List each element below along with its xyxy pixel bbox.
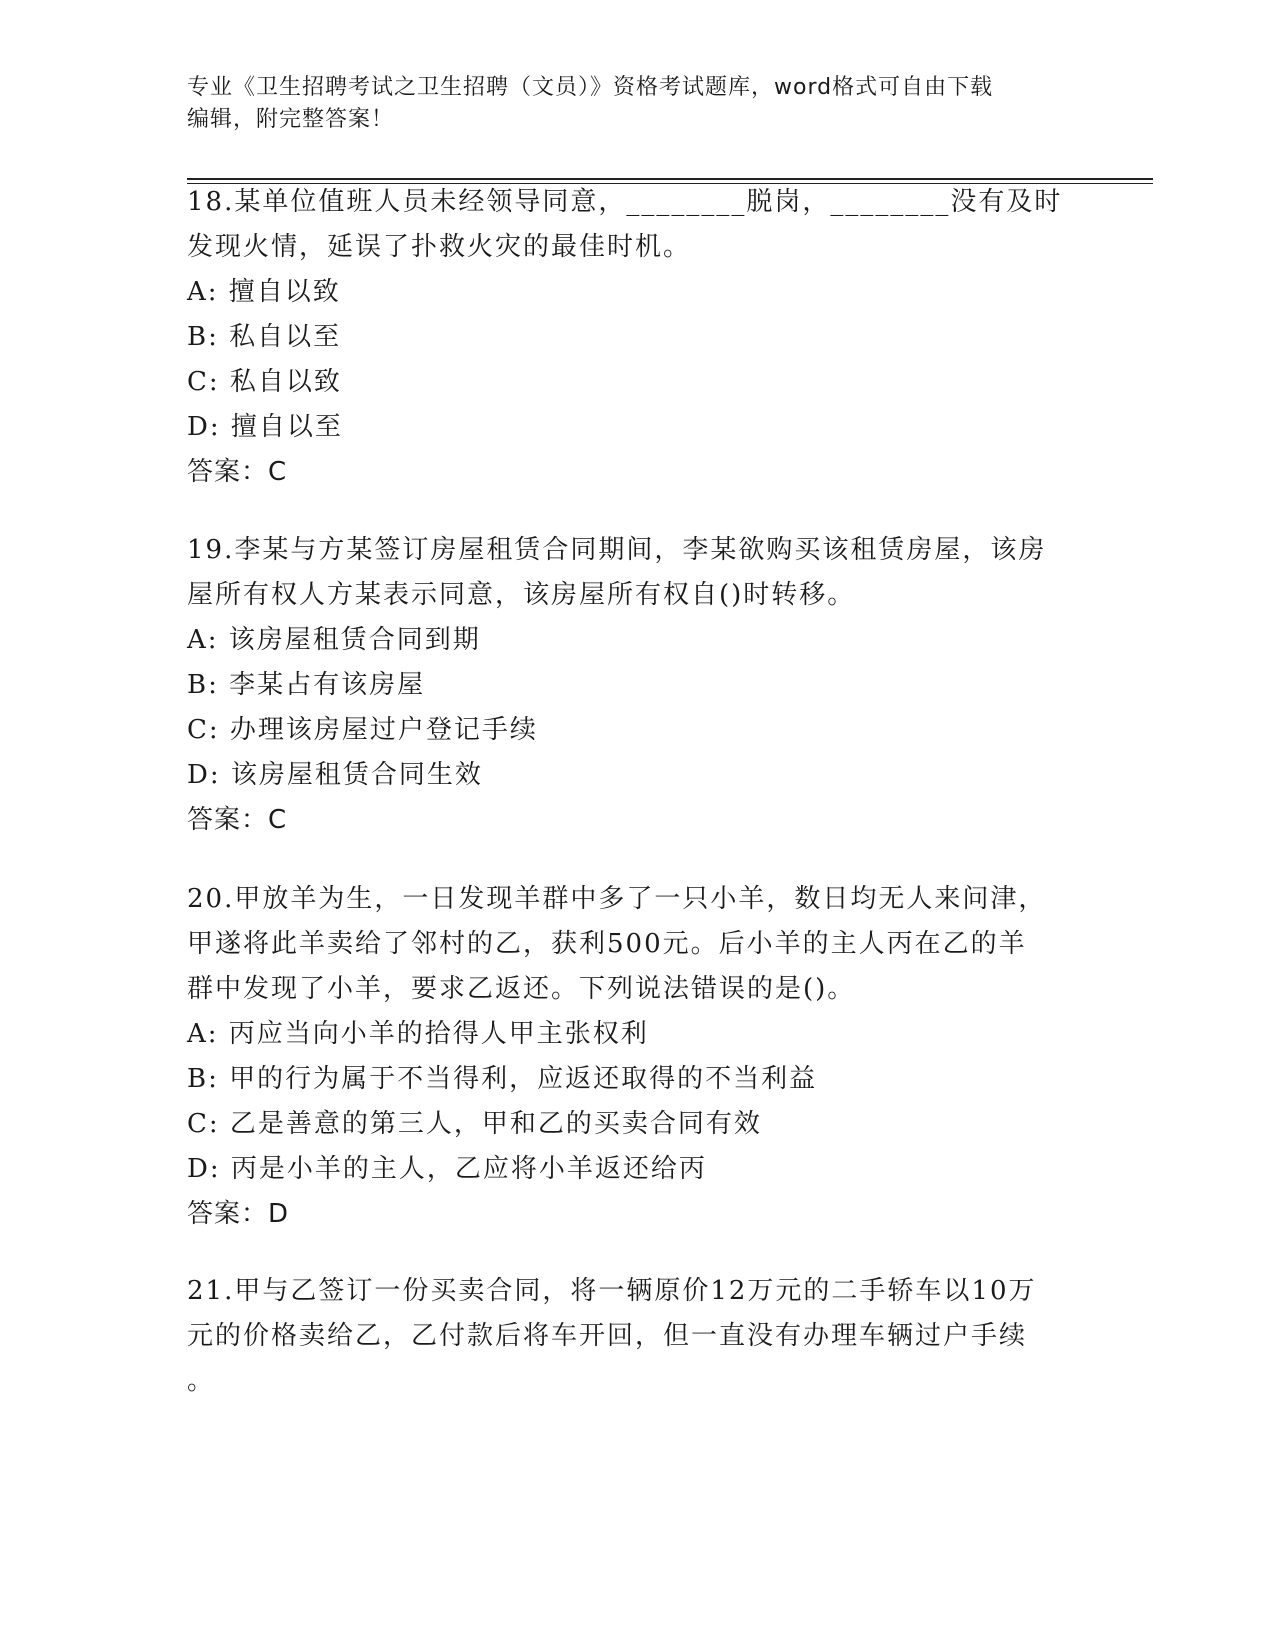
answer: 答案：C — [187, 457, 288, 487]
option-a: A: 擅自以致 — [187, 277, 341, 307]
question-18 — [187, 180, 1087, 495]
option-b: B: 李某占有该房屋 — [187, 670, 426, 700]
option-d: D: 擅自以至 — [187, 412, 343, 442]
question-stem-line: 19.李某与方某签订房屋租赁合同期间，李某欲购买该租赁房屋，该房 — [187, 535, 1047, 565]
question-stem-line: 发现火情，延误了扑救火灾的最佳时机。 — [187, 232, 692, 262]
option-d: D: 丙是小羊的主人，乙应将小羊返还给丙 — [187, 1154, 707, 1184]
option-c: C: 办理该房屋过户登记手续 — [187, 715, 538, 745]
question-stem-line: 。 — [187, 1366, 216, 1396]
question-19 — [187, 528, 1087, 843]
option-a: A: 该房屋租赁合同到期 — [187, 625, 481, 655]
answer: 答案：C — [187, 805, 288, 835]
option-d: D: 该房屋租赁合同生效 — [187, 760, 483, 790]
header-line-2: 编辑，附完整答案！ — [187, 107, 395, 132]
question-stem-line: 18.某单位值班人员未经领导同意，________脱岗，________没有及时 — [187, 187, 1063, 217]
question-20 — [187, 877, 1087, 1237]
question-stem-line: 群中发现了小羊，要求乙返还。下列说法错误的是()。 — [187, 974, 856, 1004]
question-stem-line: 21.甲与乙签订一份买卖合同，将一辆原价12万元的二手轿车以10万 — [187, 1276, 1037, 1306]
option-c: C: 乙是善意的第三人，甲和乙的买卖合同有效 — [187, 1109, 762, 1139]
header-line-1: 专业《卫生招聘考试之卫生招聘（文员）》资格考试题库，word格式可自由下载 — [187, 75, 994, 100]
document-header — [187, 72, 1087, 136]
option-b: B: 甲的行为属于不当得利，应返还取得的不当利益 — [187, 1064, 818, 1094]
question-stem-line: 甲遂将此羊卖给了邻村的乙，获利500元。后小羊的主人丙在乙的羊 — [187, 929, 1027, 959]
question-stem-line: 元的价格卖给乙，乙付款后将车开回，但一直没有办理车辆过户手续 — [187, 1321, 1028, 1351]
question-21 — [187, 1269, 1087, 1404]
option-b: B: 私自以至 — [187, 322, 342, 352]
option-a: A: 丙应当向小羊的拾得人甲主张权利 — [187, 1019, 649, 1049]
question-stem-line: 屋所有权人方某表示同意，该房屋所有权自()时转移。 — [187, 580, 856, 610]
option-c: C: 私自以致 — [187, 367, 342, 397]
question-stem-line: 20.甲放羊为生，一日发现羊群中多了一只小羊，数日均无人来问津， — [187, 884, 1047, 914]
answer: 答案：D — [187, 1199, 290, 1229]
